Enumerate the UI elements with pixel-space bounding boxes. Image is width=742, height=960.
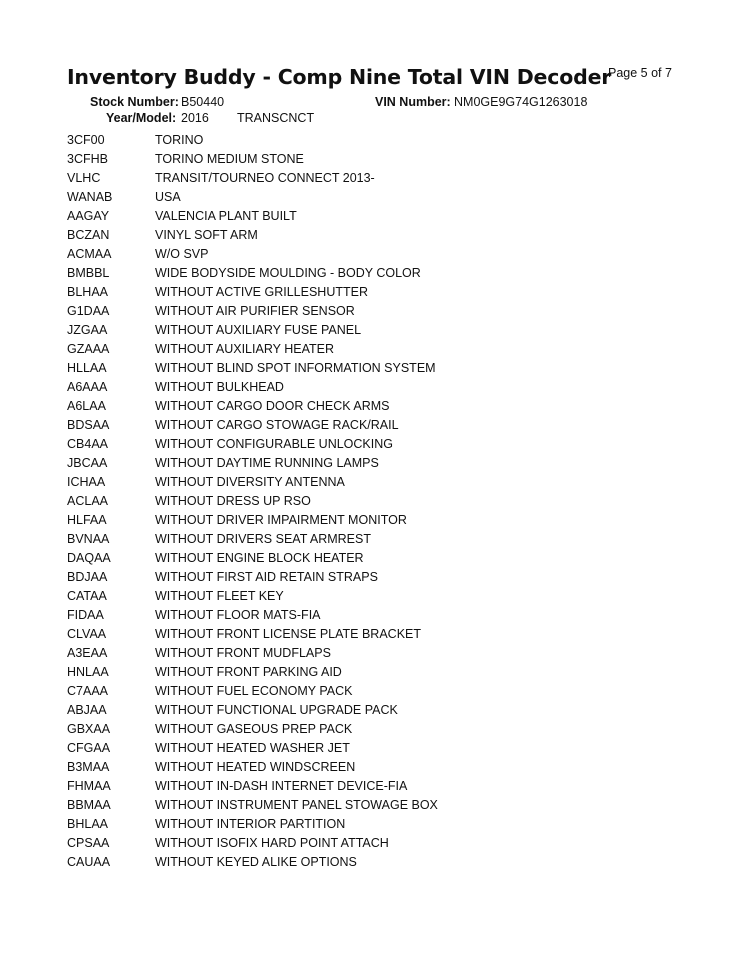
option-code: ACMAA [67,247,112,261]
option-code: ICHAA [67,475,106,489]
option-code: BVNAA [67,532,110,546]
list-item [67,169,687,188]
option-description: WITHOUT GASEOUS PREP PACK [155,722,353,736]
option-description: WITHOUT DIVERSITY ANTENNA [155,475,345,489]
vin-number-value: NM0GE9G74G1263018 [454,95,588,109]
option-code: WANAB [67,190,113,204]
list-item [67,587,687,606]
option-description: WITHOUT HEATED WASHER JET [155,741,350,755]
option-code: BDSAA [67,418,110,432]
year-model-label: Year/Model: [106,111,177,125]
list-item [67,416,687,435]
option-code: CATAA [67,589,107,603]
option-description: WITHOUT IN-DASH INTERNET DEVICE-FIA [155,779,408,793]
list-item [67,644,687,663]
option-code: BDJAA [67,570,108,584]
list-item [67,454,687,473]
list-item [67,682,687,701]
option-code: BBMAA [67,798,111,812]
option-description: WITHOUT AUXILIARY HEATER [155,342,334,356]
option-description: WITHOUT FRONT LICENSE PLATE BRACKET [155,627,422,641]
option-code: B3MAA [67,760,110,774]
list-item [67,720,687,739]
list-item [67,530,687,549]
option-description: WITHOUT KEYED ALIKE OPTIONS [155,855,357,869]
vin-number-label: VIN Number: [375,95,451,109]
option-code: A3EAA [67,646,108,660]
option-code: A6AAA [67,380,108,394]
option-code: A6LAA [67,399,106,413]
list-item [67,131,687,150]
list-item [67,378,687,397]
option-description: WITHOUT ENGINE BLOCK HEATER [155,551,364,565]
option-description: WITHOUT FLOOR MATS-FIA [155,608,321,622]
list-item [67,568,687,587]
option-code: JBCAA [67,456,108,470]
model-value: TRANSCNCT [237,111,315,125]
report-title: Inventory Buddy - Comp Nine Total VIN Decoder [67,65,612,89]
list-item [67,834,687,853]
list-item [67,435,687,454]
list-item [67,625,687,644]
list-item [67,606,687,625]
option-code: GBXAA [67,722,111,736]
option-description: WITHOUT DRIVER IMPAIRMENT MONITOR [155,513,407,527]
option-description: WITHOUT INSTRUMENT PANEL STOWAGE BOX [155,798,438,812]
list-item [67,397,687,416]
option-description: WITHOUT AIR PURIFIER SENSOR [155,304,355,318]
option-code: AAGAY [67,209,110,223]
option-code: BHLAA [67,817,108,831]
option-description: USA [155,190,181,204]
list-item [67,796,687,815]
option-description: WITHOUT DRIVERS SEAT ARMREST [155,532,371,546]
option-code: JZGAA [67,323,108,337]
option-description: TORINO MEDIUM STONE [155,152,304,166]
option-code: HLFAA [67,513,107,527]
list-item [67,245,687,264]
option-description: WITHOUT FUEL ECONOMY PACK [155,684,353,698]
option-description: WITHOUT BLIND SPOT INFORMATION SYSTEM [155,361,436,375]
option-description: WITHOUT FUNCTIONAL UPGRADE PACK [155,703,398,717]
list-item [67,549,687,568]
option-description: VALENCIA PLANT BUILT [155,209,297,223]
option-description: VINYL SOFT ARM [155,228,258,242]
option-code: ACLAA [67,494,108,508]
option-description: WITHOUT FRONT MUDFLAPS [155,646,331,660]
list-item [67,777,687,796]
option-description: WITHOUT CONFIGURABLE UNLOCKING [155,437,393,451]
option-description: WITHOUT ACTIVE GRILLESHUTTER [155,285,368,299]
option-code: FHMAA [67,779,111,793]
list-item [67,359,687,378]
list-item [67,492,687,511]
option-code: 3CF00 [67,133,105,147]
list-item [67,150,687,169]
list-item [67,815,687,834]
option-description: WITHOUT FIRST AID RETAIN STRAPS [155,570,378,584]
list-item [67,302,687,321]
option-description: WITHOUT BULKHEAD [155,380,284,394]
option-code: BCZAN [67,228,110,242]
option-description: WITHOUT FLEET KEY [155,589,284,603]
option-code: HLLAA [67,361,107,375]
option-code: CB4AA [67,437,108,451]
option-code: C7AAA [67,684,108,698]
option-code: GZAAA [67,342,110,356]
option-code: ABJAA [67,703,107,717]
list-item [67,739,687,758]
option-description: TRANSIT/TOURNEO CONNECT 2013- [155,171,375,185]
option-code: FIDAA [67,608,104,622]
option-code: VLHC [67,171,101,185]
option-description: WITHOUT CARGO DOOR CHECK ARMS [155,399,390,413]
option-description: WITHOUT HEATED WINDSCREEN [155,760,356,774]
option-code-list [67,131,687,872]
stock-number-value: B50440 [181,95,225,109]
list-item [67,340,687,359]
option-code: DAQAA [67,551,111,565]
year-value: 2016 [181,111,209,125]
option-code: BMBBL [67,266,110,280]
list-item [67,188,687,207]
option-description: TORINO [155,133,204,147]
option-description: WITHOUT FRONT PARKING AID [155,665,342,679]
option-description: WITHOUT DRESS UP RSO [155,494,311,508]
list-item [67,758,687,777]
list-item [67,264,687,283]
option-description: WITHOUT DAYTIME RUNNING LAMPS [155,456,379,470]
list-item [67,511,687,530]
option-code: CAUAA [67,855,111,869]
option-code: CPSAA [67,836,110,850]
option-code: CFGAA [67,741,111,755]
option-description: WITHOUT AUXILIARY FUSE PANEL [155,323,362,337]
option-code: CLVAA [67,627,107,641]
list-item [67,207,687,226]
option-code: 3CFHB [67,152,108,166]
list-item [67,853,687,872]
option-code: G1DAA [67,304,110,318]
list-item [67,473,687,492]
option-description: WITHOUT CARGO STOWAGE RACK/RAIL [155,418,399,432]
option-description: WITHOUT ISOFIX HARD POINT ATTACH [155,836,389,850]
list-item [67,283,687,302]
list-item [67,226,687,245]
option-code: HNLAA [67,665,109,679]
option-code: BLHAA [67,285,108,299]
stock-number-label: Stock Number: [90,95,179,109]
option-description: WIDE BODYSIDE MOULDING - BODY COLOR [155,266,421,280]
option-description: W/O SVP [155,247,209,261]
page-number: Page 5 of 7 [608,66,672,80]
list-item [67,321,687,340]
option-description: WITHOUT INTERIOR PARTITION [155,817,346,831]
list-item [67,701,687,720]
list-item [67,663,687,682]
